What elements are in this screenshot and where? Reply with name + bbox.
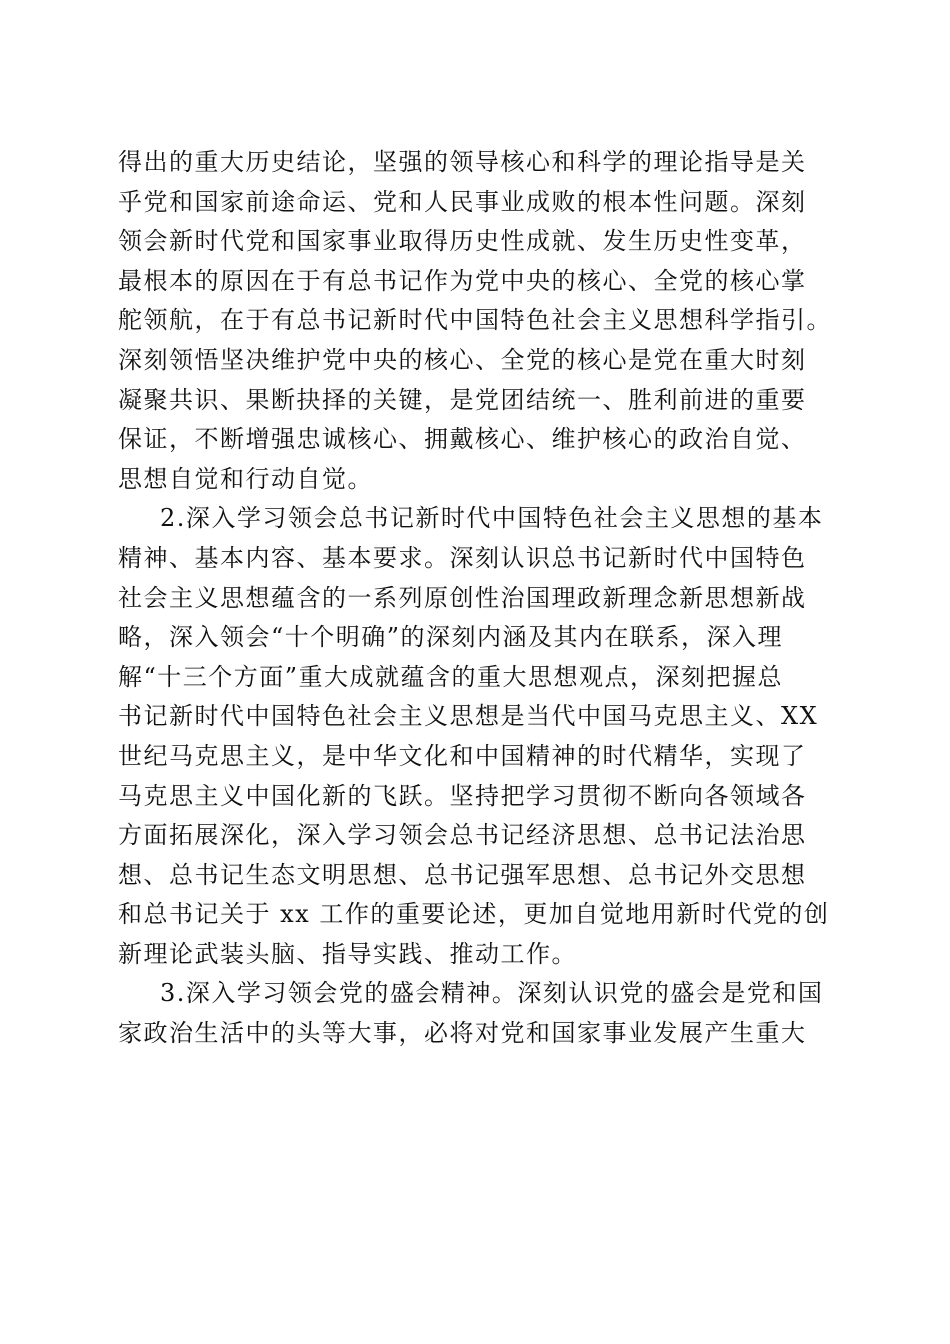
text-line: 方面拓展深化，深入学习领会总书记经济思想、总书记法治思 <box>118 821 807 850</box>
text-line: 家政治生活中的头等大事，必将对党和国家事业发展产生重大 <box>118 1019 807 1048</box>
text-line: 乎党和国家前途命运、党和人民事业成败的根本性问题。深刻 <box>118 187 807 216</box>
paragraph-2-heading-line: 2.深入学习领会总书记新时代中国特色社会主义思想的基本 <box>160 504 824 533</box>
text-line: 舵领航，在于有总书记新时代中国特色社会主义思想科学指引。 <box>118 306 832 335</box>
text-line: 凝聚共识、果断抉择的关键，是党团结统一、胜利前进的重要 <box>118 385 807 414</box>
paragraph-3-heading-line: 3.深入学习领会党的盛会精神。深刻认识党的盛会是党和国 <box>160 979 824 1008</box>
text-line: 保证，不断增强忠诚核心、拥戴核心、维护核心的政治自觉、 <box>118 425 807 454</box>
text-line: 新理论武装头脑、指导实践、推动工作。 <box>118 939 577 968</box>
body-text <box>118 143 838 1054</box>
text-line: 书记新时代中国特色社会主义思想是当代中国马克思主义、XX <box>118 702 819 731</box>
text-line: 马克思主义中国化新的飞跃。坚持把学习贯彻不断向各领域各 <box>118 781 807 810</box>
text-line: 解“十三个方面”重大成就蕴含的重大思想观点，深刻把握总 <box>118 662 784 691</box>
text-line: 略，深入领会“十个明确”的深刻内涵及其内在联系，深入理 <box>118 623 784 652</box>
text-line: 和总书记关于 xx 工作的重要论述，更加自觉地用新时代党的创 <box>118 900 830 929</box>
text-line: 思想自觉和行动自觉。 <box>118 464 373 493</box>
text-line: 世纪马克思主义，是中华文化和中国精神的时代精华，实现了 <box>118 741 807 770</box>
text-line: 深刻领悟坚决维护党中央的核心、全党的核心是党在重大时刻 <box>118 345 807 374</box>
text-line: 最根本的原因在于有总书记作为党中央的核心、全党的核心掌 <box>118 266 807 295</box>
text-line: 社会主义思想蕴含的一系列原创性治国理政新理念新思想新战 <box>118 583 807 612</box>
text-line: 精神、基本内容、基本要求。深刻认识总书记新时代中国特色 <box>118 543 807 572</box>
text-line: 领会新时代党和国家事业取得历史性成就、发生历史性变革， <box>118 227 807 256</box>
text-line: 得出的重大历史结论，坚强的领导核心和科学的理论指导是关 <box>118 148 807 176</box>
text-line: 想、总书记生态文明思想、总书记强军思想、总书记外交思想 <box>118 860 807 889</box>
